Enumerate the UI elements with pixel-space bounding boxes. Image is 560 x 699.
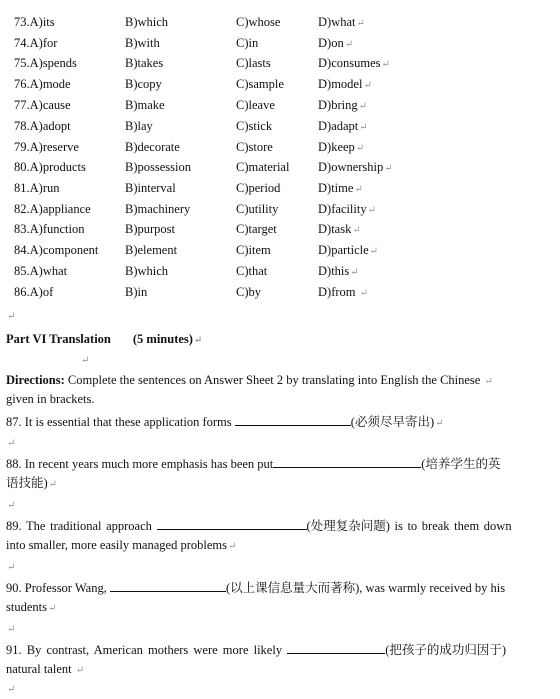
option-b: B)possession	[125, 160, 191, 174]
option-d: D)adapt	[318, 119, 359, 133]
option-b: B)make	[125, 98, 165, 112]
paragraph-mark-icon: ↵	[193, 335, 203, 346]
question-number: 83.	[14, 222, 30, 236]
paragraph-mark-icon: ↵	[7, 500, 16, 511]
option-d: D)facility	[318, 202, 367, 216]
paragraph-mark-icon: ↵	[344, 39, 354, 50]
directions-text-cont: given in brackets.	[6, 392, 95, 406]
question-number: 87.	[6, 415, 22, 429]
question-text: The traditional approach	[26, 519, 152, 533]
question-number: 74.	[14, 36, 30, 50]
question-number: 77.	[14, 98, 30, 112]
option-c: C)item	[236, 243, 271, 257]
chinese-hint: (把孩子的成功归因于)	[385, 643, 507, 657]
option-c: C)store	[236, 140, 273, 154]
option-b: B)interval	[125, 181, 176, 195]
question-number: 80.	[14, 160, 30, 174]
question-number: 86.	[14, 285, 30, 299]
option-a: A)function	[29, 222, 85, 236]
paragraph-mark-icon: ↵	[354, 184, 363, 195]
option-c: C)lasts	[236, 56, 271, 70]
chinese-hint: (培养学生的英	[421, 457, 501, 471]
paragraph-mark-icon: ↵	[359, 122, 368, 133]
question-text: In recent years much more emphasis has been put	[24, 457, 274, 471]
paragraph-mark-icon: ↵	[381, 59, 390, 70]
option-a: A)cause	[29, 98, 71, 112]
option-d: D)what	[318, 15, 356, 29]
option-d: D)from	[318, 285, 356, 299]
question-87	[6, 412, 554, 433]
section-title: Part VI Translation	[6, 332, 111, 346]
question-number: 89.	[6, 519, 22, 533]
option-a: A)component	[29, 243, 99, 257]
option-a: A)mode	[29, 77, 71, 91]
paragraph-mark-icon: ↵	[484, 376, 493, 387]
option-b: B)machinery	[125, 202, 191, 216]
option-c: C)period	[236, 181, 281, 195]
question-number: 85.	[14, 264, 30, 278]
paragraph-mark-icon: ↵	[227, 541, 237, 552]
chinese-hint-cont: 语技能)	[6, 476, 48, 490]
option-c: C)target	[236, 222, 277, 236]
option-c: C)stick	[236, 119, 273, 133]
question-number: 76.	[14, 77, 30, 91]
option-d: D)this	[318, 264, 350, 278]
option-c: C)by	[236, 285, 261, 299]
option-a: A)what	[29, 264, 68, 278]
paragraph-mark-icon: ↵	[369, 246, 379, 257]
option-d: D)particle	[318, 243, 369, 257]
question-number: 75.	[14, 56, 30, 70]
option-b: B)which	[125, 15, 169, 29]
chinese-hint: (处理复杂问题)	[306, 519, 390, 533]
paragraph-mark-icon: ↵	[81, 355, 90, 366]
question-91	[6, 640, 554, 659]
paragraph-mark-icon: ↵	[7, 562, 16, 573]
paragraph-mark-icon: ↵	[75, 665, 85, 676]
question-89	[6, 516, 554, 535]
question-number: 81.	[14, 181, 30, 195]
paragraph-mark-icon: ↵	[367, 205, 376, 216]
option-a: A)for	[29, 36, 58, 50]
option-b: B)element	[125, 243, 178, 257]
option-b: B)takes	[125, 56, 164, 70]
option-b: B)lay	[125, 119, 153, 133]
option-b: B)in	[125, 285, 148, 299]
question-text: By contrast, American mothers were more likely	[26, 643, 283, 657]
paragraph-mark-icon: ↵	[48, 479, 58, 490]
chinese-hint: (以上课信息量大而著称),	[225, 581, 363, 595]
question-text-cont: students	[6, 600, 47, 614]
question-text-cont: natural talent	[6, 662, 72, 676]
paragraph-mark-icon: ↵	[7, 624, 16, 635]
question-text-after: is to break them down	[394, 519, 512, 533]
paragraph-mark-icon: ↵	[363, 80, 372, 91]
option-c: C)whose	[236, 15, 281, 29]
answer-blank[interactable]	[287, 640, 385, 654]
option-a: A)products	[29, 160, 86, 174]
option-d: D)time	[318, 181, 354, 195]
directions-paragraph	[6, 371, 554, 391]
paragraph-mark-icon: ↵	[352, 225, 361, 236]
option-c: C)leave	[236, 98, 275, 112]
option-b: B)copy	[125, 77, 162, 91]
option-d: D)on	[318, 36, 344, 50]
question-90	[6, 578, 554, 597]
paragraph-mark-icon: ↵	[384, 163, 393, 174]
option-b: B)which	[125, 264, 169, 278]
option-a: A)spends	[29, 56, 77, 70]
question-number: 79.	[14, 140, 30, 154]
option-c: C)utility	[236, 202, 279, 216]
paragraph-mark-icon: ↵	[355, 143, 365, 154]
option-a: A)its	[29, 15, 55, 29]
question-number: 82.	[14, 202, 30, 216]
answer-blank[interactable]	[110, 578, 226, 592]
option-d: D)task	[318, 222, 352, 236]
section-time: (5 minutes)	[132, 332, 193, 346]
option-d: D)model	[318, 77, 363, 91]
answer-blank[interactable]	[157, 516, 307, 530]
question-text-cont: into smaller, more easily managed problems	[6, 538, 227, 552]
question-number: 78.	[14, 119, 30, 133]
option-d: D)keep	[318, 140, 355, 154]
question-number: 73.	[14, 15, 30, 29]
section-heading	[6, 330, 554, 350]
directions-text: Complete the sentences on Answer Sheet 2 by translating into English the Chinese	[67, 373, 481, 387]
answer-blank[interactable]	[235, 412, 351, 426]
paragraph-mark-icon: ↵	[350, 267, 359, 278]
option-c: C)sample	[236, 77, 284, 91]
option-a: A)appliance	[29, 202, 91, 216]
option-b: B)with	[125, 36, 160, 50]
answer-blank[interactable]	[273, 454, 421, 468]
question-number: 91.	[6, 643, 22, 657]
option-c: C)that	[236, 264, 268, 278]
paragraph-mark-icon: ↵	[435, 418, 444, 429]
paragraph-mark-icon: ↵	[47, 603, 57, 614]
paragraph-mark-icon: ↵	[359, 288, 369, 299]
option-a: A)reserve	[29, 140, 79, 154]
option-c: C)in	[236, 36, 259, 50]
option-b: B)decorate	[125, 140, 180, 154]
question-number: 84.	[14, 243, 30, 257]
question-text: It is essential that these application forms	[24, 415, 232, 429]
paragraph-mark-icon: ↵	[356, 18, 365, 29]
question-text-after: was warmly received by his	[365, 581, 506, 595]
paragraph-mark-icon: ↵	[7, 438, 16, 449]
question-text: Professor Wang,	[24, 581, 107, 595]
paragraph-mark-icon: ↵	[358, 101, 367, 112]
option-d: D)consumes	[318, 56, 381, 70]
chinese-hint: (必须尽早寄出)	[350, 415, 435, 429]
option-a: A)run	[29, 181, 60, 195]
directions-label: Directions:	[6, 373, 65, 387]
question-number: 88.	[6, 457, 22, 471]
paragraph-mark-icon: ↵	[7, 684, 16, 695]
paragraph-mark-icon: ↵	[7, 311, 16, 322]
question-88	[6, 454, 554, 473]
question-number: 90.	[6, 581, 22, 595]
option-d: D)bring	[318, 98, 358, 112]
option-b: B)purpost	[125, 222, 175, 236]
option-a: A)adopt	[29, 119, 71, 133]
option-d: D)ownership	[318, 160, 384, 174]
option-c: C)material	[236, 160, 290, 174]
option-a: A)of	[29, 285, 54, 299]
